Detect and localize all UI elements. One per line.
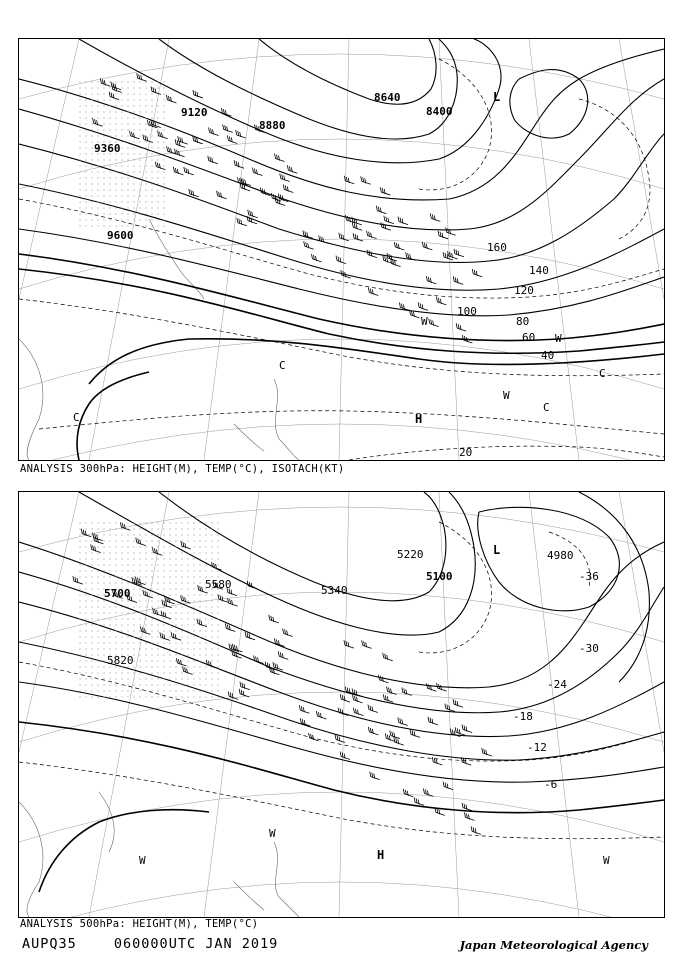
wind-barb [472, 269, 482, 277]
chart-500hpa [18, 491, 665, 918]
wind-barb [278, 651, 288, 659]
wind-barb [376, 206, 386, 214]
isotach-label: 80 [516, 315, 530, 328]
wind-barb [217, 191, 227, 199]
wind-barb [482, 748, 492, 756]
wind-barb [453, 699, 463, 707]
height-label: 5700 [104, 587, 131, 600]
product-code: AUPQ35 [22, 936, 77, 952]
wind-hatch [79, 522, 219, 702]
isotach-label: 140 [529, 264, 549, 277]
wind-barb [403, 789, 413, 797]
wind-barb [353, 233, 363, 241]
wind-barb [443, 782, 453, 790]
wind-barb [362, 640, 372, 648]
warm-marker: W [139, 854, 146, 867]
wind-barb [232, 644, 242, 652]
wind-barb [361, 176, 371, 184]
chart-identifier [22, 936, 306, 952]
wind-barb [414, 797, 424, 805]
wind-barb [287, 165, 297, 173]
wind-barb [228, 598, 238, 606]
isotach-label: 40 [541, 349, 555, 362]
wind-barb [173, 167, 183, 175]
warm-marker: W [603, 854, 610, 867]
wind-barb [221, 108, 231, 116]
wind-barb [309, 733, 319, 741]
wind-barb [464, 812, 474, 820]
isotach-labels [457, 241, 554, 459]
height-label: 5220 [397, 548, 424, 561]
height-label: 9360 [94, 142, 121, 155]
cold-marker: C [599, 367, 606, 380]
wind-barb [311, 254, 321, 262]
pressure-centers [415, 90, 500, 426]
wind-barb [283, 628, 293, 636]
low-center: L [493, 543, 501, 557]
wind-barb [248, 210, 258, 218]
low-center: L [493, 90, 501, 104]
wind-barb [453, 276, 463, 284]
high-center: H [377, 848, 385, 862]
warm-marker: W [555, 332, 562, 345]
wind-barb [381, 222, 391, 230]
wind-barb [426, 276, 436, 284]
wind-barb [236, 130, 246, 138]
wind-barb [299, 705, 309, 713]
wind-barb [368, 727, 378, 735]
wind-barb [436, 297, 446, 305]
isotach-label: 60 [522, 331, 536, 344]
warm-marker: W [421, 315, 428, 328]
wind-barb [430, 213, 440, 221]
wind-hatch [79, 79, 169, 229]
height-label: 8880 [259, 119, 286, 132]
temp-label: -18 [513, 710, 533, 723]
cold-marker: C [279, 359, 286, 372]
height-label: 8400 [426, 105, 453, 118]
high-center: H [415, 412, 423, 426]
wind-barb [398, 217, 408, 225]
wind-barb [184, 167, 194, 175]
wind-barb [340, 694, 350, 702]
wind-barb [283, 185, 293, 193]
temp-label: -6 [544, 778, 558, 791]
wind-barb [193, 90, 203, 98]
wind-barb [269, 615, 279, 623]
height-label: 9600 [107, 229, 134, 242]
caption-500hpa: ANALYSIS 500hPa: HEIGHT(M), TEMP(°C) [20, 918, 259, 930]
height-label: 5100 [426, 570, 453, 583]
map-300hpa-svg [19, 39, 664, 460]
wind-barb [398, 717, 408, 725]
wind-barb [223, 124, 233, 132]
wind-markers [139, 827, 610, 867]
wind-barb [368, 287, 378, 295]
wind-barb [370, 772, 380, 780]
wind-barb [456, 323, 466, 331]
wind-barb [316, 711, 326, 719]
wind-barb [455, 727, 465, 735]
wind-barb [303, 230, 313, 238]
temp-label: -30 [579, 642, 599, 655]
wind-barb [394, 242, 404, 250]
wind-barb [189, 189, 199, 197]
wind-barb [275, 154, 285, 162]
height-label: 5340 [321, 584, 348, 597]
wind-barb [193, 136, 203, 144]
wind-barb [446, 227, 456, 235]
isotach-label: 120 [514, 284, 534, 297]
wind-barb [426, 683, 436, 691]
isotach-label: 100 [457, 305, 477, 318]
wind-barb [254, 655, 264, 663]
wind-barb [432, 757, 442, 765]
wind-barb [340, 752, 350, 760]
wind-barb [239, 689, 249, 697]
wind-barb [339, 233, 349, 241]
wind-barb [462, 724, 472, 732]
temp-label: -12 [527, 741, 547, 754]
wind-barb [380, 187, 390, 195]
temp-label: -36 [579, 570, 599, 583]
wind-barb [418, 302, 428, 310]
isotach-label: 20 [459, 446, 473, 459]
warm-marker: W [269, 827, 276, 840]
wind-barb [208, 156, 218, 164]
cold-marker: C [73, 411, 80, 424]
height-label: 8640 [374, 91, 401, 104]
wind-barb [175, 149, 185, 157]
wind-barb [304, 241, 314, 249]
wind-barb [383, 694, 393, 702]
wind-barb [367, 231, 377, 239]
wind-barb [336, 256, 346, 264]
wind-barb [428, 717, 438, 725]
wind-barb [454, 249, 464, 257]
height-label: 9120 [181, 106, 208, 119]
wind-barb [383, 653, 393, 661]
wind-barb [209, 127, 219, 135]
wind-barb [445, 704, 455, 712]
wind-barb [227, 135, 237, 143]
wind-barb [462, 803, 472, 811]
wind-barb [252, 168, 262, 176]
temp-label: -24 [547, 678, 567, 691]
wind-barb [237, 218, 247, 226]
height-label: 5820 [107, 654, 134, 667]
pressure-centers [377, 543, 500, 862]
height-label: 4980 [547, 549, 574, 562]
chart-300hpa [18, 38, 665, 461]
wind-barb [390, 731, 400, 739]
wind-barb [240, 682, 250, 690]
wind-barb [300, 718, 310, 726]
wind-barb [471, 826, 481, 834]
map-500hpa-svg [19, 492, 664, 917]
wind-barb [384, 216, 394, 224]
wind-barb [353, 708, 363, 716]
agency-credit: Japan Meteorological Agency [459, 938, 648, 952]
wind-barb [368, 705, 378, 713]
cold-marker: C [543, 401, 550, 414]
caption-300hpa: ANALYSIS 300hPa: HEIGHT(M), TEMP(°C), ISOTACH(KT) [20, 463, 345, 475]
warm-marker: W [503, 389, 510, 402]
height-label: 5580 [205, 578, 232, 591]
wind-barb [274, 638, 284, 646]
wind-barb [429, 319, 439, 327]
valid-time: 060000UTC JAN 2019 [113, 936, 279, 952]
isotach-label: 160 [487, 241, 507, 254]
